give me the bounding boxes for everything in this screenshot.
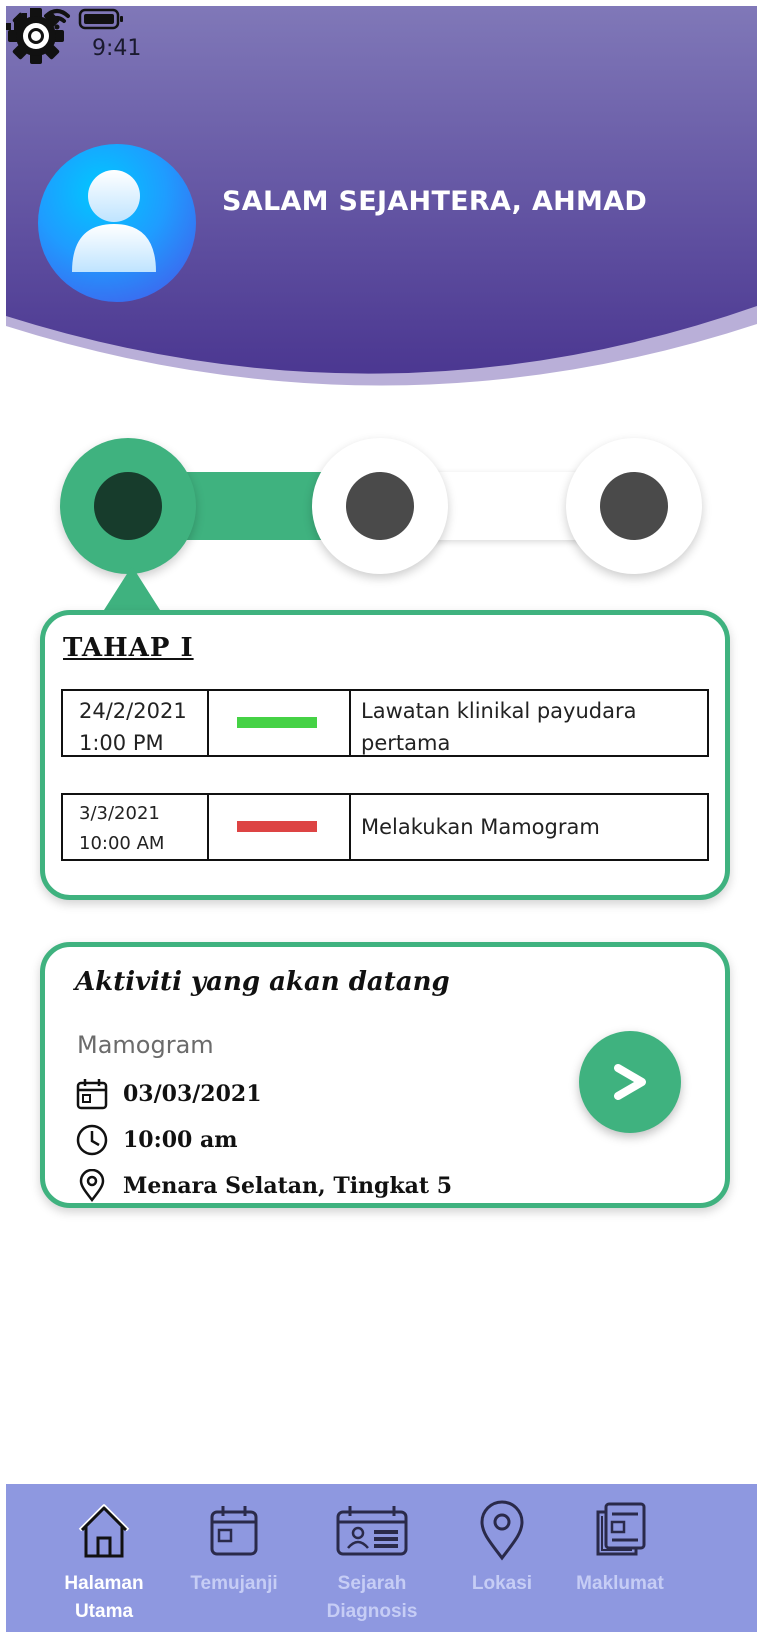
stage-description: Melakukan Mamogram [361,815,600,839]
stage-card [40,610,730,900]
calendar-icon [208,1500,260,1560]
step-2[interactable] [312,438,448,574]
greeting-text: SALAM SEJAHTERA, AHMAD [222,186,648,217]
stage-description: Lawatan klinikal payudara pertama [361,699,637,755]
nav-label [302,1570,442,1626]
upcoming-date: 03/03/2021 [123,1081,262,1107]
table-row[interactable] [61,793,709,861]
location-pin-icon [478,1500,526,1562]
upcoming-name: Mamogram [77,1031,214,1059]
nav-label [550,1570,690,1598]
upcoming-activity-card[interactable] [40,942,730,1208]
nav-label-line1: Lokasi [471,1573,533,1594]
bottom-navigation [6,1484,757,1632]
stage-title: TAHAP I [63,633,194,663]
status-pending-bar [237,821,317,832]
user-avatar-icon [38,144,196,302]
nav-item-halaman-utama[interactable] [34,1484,174,1632]
nav-item-temujanji[interactable] [164,1484,304,1632]
status-done-bar [237,717,317,728]
step-1-dot [94,472,162,540]
location-pin-icon [75,1169,109,1203]
upcoming-date-row [75,1077,262,1111]
nav-label-line1: Sejarah [337,1573,407,1594]
calendar-icon [75,1077,109,1111]
home-icon [76,1500,132,1560]
nav-label [34,1570,174,1626]
upcoming-location-row [75,1169,452,1203]
nav-label-line2: Diagnosis [326,1601,418,1622]
table-row[interactable] [61,689,709,757]
battery-icon [80,10,123,28]
step-pointer [104,566,160,610]
chevron-right-icon [608,1060,652,1104]
nav-label-line2: Utama [74,1601,134,1622]
upcoming-title: Aktiviti yang akan datang [75,967,450,997]
stage-time: 10:00 AM [79,833,165,854]
step-1[interactable] [60,438,196,574]
status-time: 9:41 [92,36,142,61]
news-icon [592,1500,648,1560]
medical-record-icon [334,1500,410,1560]
stage-date: 3/3/2021 [79,803,160,824]
stage-date-cell [63,691,209,755]
stage-status-cell [209,795,351,859]
nav-label-line1: Temujanji [190,1573,278,1594]
stage-date: 24/2/2021 [79,699,187,723]
step-2-dot [346,472,414,540]
nav-label-line1: Maklumat [576,1573,664,1594]
profile-header [6,6,757,426]
open-activity-button[interactable] [579,1031,681,1133]
step-3[interactable] [566,438,702,574]
stage-status-cell [209,691,351,755]
nav-label [164,1570,304,1598]
stage-date-cell [63,795,209,859]
nav-item-sejarah-diagnosis[interactable] [302,1484,442,1632]
upcoming-time-row [75,1123,238,1157]
stage-time: 1:00 PM [79,731,164,755]
upcoming-location: Menara Selatan, Tingkat 5 [123,1173,453,1199]
home-screen [6,6,757,1632]
gear-icon[interactable] [6,6,66,66]
nav-item-maklumat[interactable] [550,1484,690,1632]
avatar[interactable] [38,144,196,302]
clock-icon [75,1123,109,1157]
upcoming-time: 10:00 am [123,1127,238,1153]
step-3-dot [600,472,668,540]
nav-label-line1: Halaman [64,1573,144,1594]
